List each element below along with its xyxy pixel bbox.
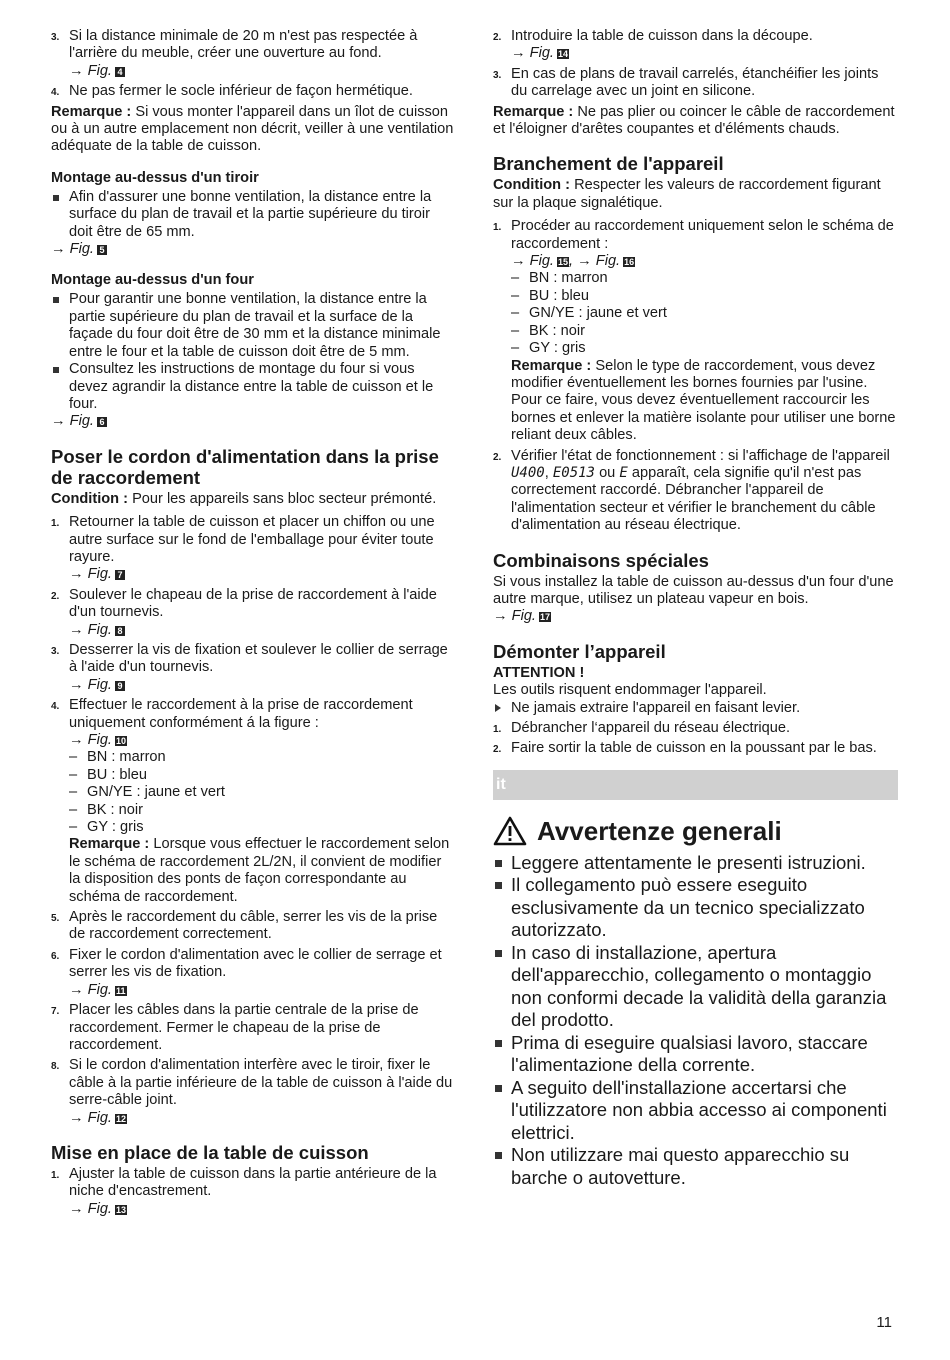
figure-number: 11 [115,985,126,996]
list-item: 4. Effectuer le raccordement à la prise de raccordement uniquement conformément á la figure : → Fig. 10 – BN : marron – BU : bleu – GN/YE : jaune et vert – BK : noir – GY : gris Remarque : Lorsque vous effectuer le raccordement selon le schéma de raccordement 2L/2N, il convient de modifier la disposition des ponts de façon correspondante au schéma de raccordement. [51,697,455,906]
figure-number: 13 [115,1204,126,1215]
section-heading: Mise en place de la table de cuisson [51,1141,369,1163]
remark-paragraph: Remarque : Si vous monter l'appareil dans un îlot de cuisson ou à un autre emplacement non décrit, veiller à une ventilation adéquate de la table de cuisson. [51,103,454,155]
list-item: Leggere attentamente le presenti istruzioni. [493,852,898,875]
right-column [493,28,898,1189]
figure-number: 15 [557,257,568,268]
remark-paragraph: Remarque : Selon le type de raccordement, vous devez modifier éventuellement les bornes fournies par l'usine. Pour ce faire, vous devez éventuellement raccourcir les bornes et enlever la matière isolante pour utiliser une borne reliant deux câbles. [511,357,896,444]
figure-number: 16 [624,257,635,268]
figure-reference: → Fig. 7 [69,566,125,582]
figure-number: 5 [97,245,107,255]
figure-number: 12 [115,1113,126,1124]
figure-reference: → Fig. 10 [69,732,126,748]
connection-steps [493,218,898,534]
cord-steps [51,514,455,1127]
figure-reference: → Fig. 12 [69,1109,126,1126]
warning-heading: Avvertenze generali [493,816,898,846]
section-heading: Démonter l’appareil [493,640,666,662]
section-heading: Poser le cordon d'alimentation dans la prise de raccordement [51,445,439,488]
condition-paragraph: Condition : Respecter les valeurs de raccordement figurant sur la plaque signalétique. [493,177,881,211]
list-item: – BU : bleu [511,288,898,305]
condition-paragraph: Condition : Pour les appareils sans bloc secteur prémonté. [51,490,437,507]
list-item: 2. Faire sortir la table de cuisson en la poussant par le bas. [493,740,877,757]
page-number: 11 [876,1314,892,1331]
list-item: 2. Introduire la table de cuisson dans la découpe. → Fig. 14 [493,28,813,62]
section-heading: Branchement de l'appareil [493,153,724,175]
section-heading: Montage au-dessus d'un tiroir [51,169,259,186]
remark-paragraph: Remarque : Lorsque vous effectuer le raccordement selon le schéma de raccordement 2L/2N, il convient de modifier la disposition des ponts de façon correspondante au schéma de raccordement. [69,836,450,905]
list-item: 1. Procéder au raccordement uniquement selon le schéma de raccordement : → Fig. 15, → Fig. 16 – BN : marron – BU : bleu – GN/YE : jaune et vert – BK : noir – GY : gris Remarque : Selon le type de raccordement, vous devez modifier éventuellement les bornes fournies par l'usine. Pour ce faire, vous devez éventuellement raccourcir les bornes et enlever la matière isolante pour utiliser une borne reliant deux câbles. [493,218,898,444]
list-item: Afin d'assurer une bonne ventilation, la distance entre la surface du plan de travail et la partie supérieure du tiroir doit être de 65 mm. [51,189,455,241]
figure-number: 6 [97,417,107,427]
special-text: Si vous installez la table de cuisson au-dessus d'un four d'une autre marque, utilisez un plateau vapeur en bois. [493,573,894,607]
list-item: A seguito dell'installazione accertarsi che l'utilizzatore non abbia accesso ai componenti elettrici. [493,1077,898,1145]
list-item: 2. Soulever le chapeau de la prise de raccordement à l'aide d'un tournevis. → Fig. 8 [51,586,437,638]
list-item: Pour garantir une bonne ventilation, la distance entre la partie supérieure du plan de travail et la surface de la façade du four doit être de 30 mm et la distance minimale entre le four et la table de cuisson doit être de 5 mm. [51,291,455,361]
list-item: 1. Ajuster la table de cuisson dans la partie antérieure de la niche d'encastrement. → Fig. 13 [51,1165,437,1217]
bullet-list [51,189,455,241]
list-item: – BU : bleu [69,767,455,784]
placement-steps [51,1166,455,1218]
section-heading: Montage au-dessus d'un four [51,272,254,289]
list-item: 3. En cas de plans de travail carrelés, étanchéifier les joints du carrelage avec un joint en silicone. [493,65,879,100]
display-code: U400 [511,464,545,481]
figure-reference: → Fig. 11 [69,981,126,998]
list-item: – BK : noir [511,323,898,340]
list-item: – BN : marron [69,749,455,766]
figure-number: 8 [115,626,125,636]
attention-label: ATTENTION ! [493,664,585,681]
figure-reference: → Fig. 13 [69,1200,126,1217]
list-item: – GY : gris [69,819,455,836]
figure-number: 7 [115,570,125,580]
bullet-list [51,291,455,413]
list-item: 2. Vérifier l'état de fonctionnement : si l'affichage de l'appareil U400, E0513 ou E apparaît, cela signifie qu'il n'est pas correctement raccordé. Débrancher l'appareil de l'alimentation secteur et vérifier le branchement du câble d'alimentation au réseau électrique. [493,447,890,534]
figure-number: 17 [539,612,550,623]
figure-reference: → Fig. 5 [51,241,455,258]
wire-list [69,749,455,836]
figure-number: 9 [115,681,125,691]
list-item: 5. Après le raccordement du câble, serrer les vis de la prise de raccordement correctement. [51,909,438,943]
figure-reference: → Fig. 4 [69,63,125,79]
list-item: Il collegamento può essere eseguito esclusivamente da un tecnico specializzato autorizzato. [493,874,898,942]
dismount-steps [493,720,898,758]
list-item: – BN : marron [511,270,898,287]
attention-text: Les outils risquent endommager l'appareil. [493,682,767,699]
language-bar [493,770,898,800]
instruction-list [493,700,898,717]
list-item: – GN/YE : jaune et vert [69,784,455,801]
left-column [51,28,455,1218]
list-item: – BK : noir [69,802,455,819]
list-item: – GY : gris [511,340,898,357]
list-item: 7. Placer les câbles dans la partie centrale de la prise de raccordement. Fermer le chapeau de la prise de raccordement. [51,1002,419,1053]
wire-list [511,270,898,357]
list-item: 1. Retourner la table de cuisson et placer un chiffon ou une autre surface sur le fond de l'emballage pour éviter toute rayure. → Fig. 7 [51,514,435,583]
placement-steps-continued [493,28,898,101]
display-code: E [619,464,628,481]
list-item: Non utilizzare mai questo apparecchio su barche o autovetture. [493,1144,898,1189]
list-item: 1. Débrancher l‘appareil du réseau électrique. [493,720,791,736]
list-item: Consultez les instructions de montage du four si vous devez agrandir la distance entre la table de cuisson et le four. [51,361,455,413]
warning-list [493,852,898,1190]
list-item: 4. Ne pas fermer le socle inférieur de façon hermétique. [51,83,413,100]
figure-number: 4 [115,67,125,77]
list-item: Ne jamais extraire l'appareil en faisant levier. [493,700,898,717]
section-heading: Combinaisons spéciales [493,549,709,571]
language-code: it [496,775,506,793]
list-item: 3. Si la distance minimale de 20 m n'est pas respectée à l'arrière du meuble, créer une ouverture au fond. → Fig. 4 [51,28,418,79]
figure-reference: → Fig. 9 [69,677,125,693]
list-item: 8. Si le cordon d'alimentation interfère avec le tiroir, fixer le câble à la partie inférieure de la table de cuisson à l'aide du serre-câble joint. → Fig. 12 [51,1057,453,1126]
list-item: – GN/YE : jaune et vert [511,305,898,322]
display-code: E0513 [552,464,595,481]
figure-reference: → Fig. 8 [69,622,125,638]
figure-number: 10 [115,736,126,746]
list-item: Prima di eseguire qualsiasi lavoro, staccare l'alimentazione della corrente. [493,1032,898,1077]
warning-triangle-icon [493,816,527,846]
figure-number: 14 [557,49,568,60]
list-item: 3. Desserrer la vis de fixation et soulever le collier de serrage à l'aide d'un tournevis. → Fig. 9 [51,641,448,693]
remark-paragraph: Remarque : Ne pas plier ou coincer le câble de raccordement et l'éloigner d'arêtes coupantes et d'éléments chauds. [493,103,895,138]
figure-reference: → Fig. 6 [51,413,455,430]
list-item: 6. Fixer le cordon d'alimentation avec le collier de serrage et serrer les vis de fixation. → Fig. 11 [51,946,442,998]
figure-reference: → Fig. 15, → Fig. 16 [511,253,635,270]
figure-reference: → Fig. 14 [511,45,568,62]
list-item: In caso di installazione, apertura dell'apparecchio, collegamento o montaggio non conformi decade la validità della garanzia del prodotto. [493,942,898,1032]
figure-reference: → Fig. 17 [493,608,550,625]
mounting-steps [51,28,455,101]
